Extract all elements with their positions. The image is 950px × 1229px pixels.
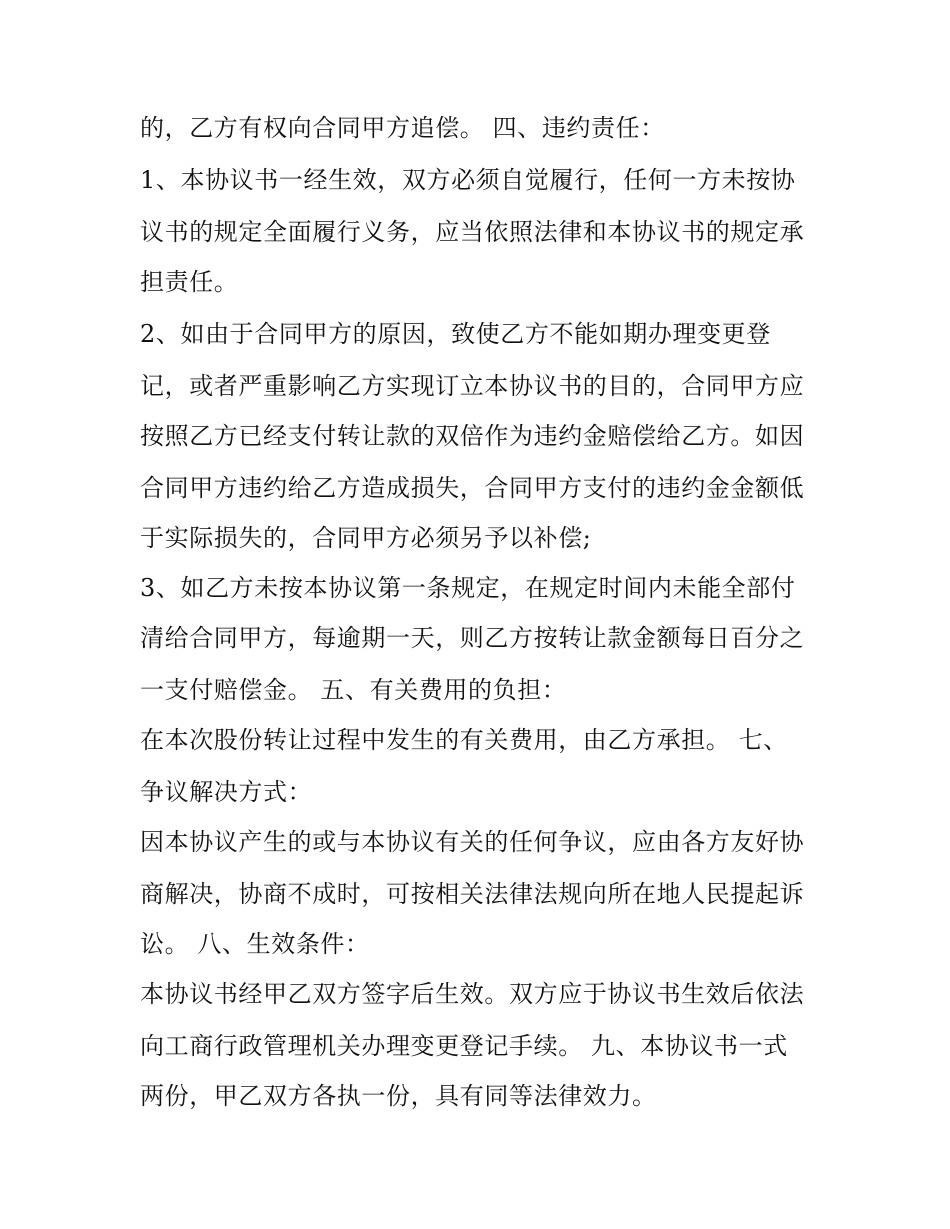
text-line: 于实际损失的，合同甲方必须另予以补偿; bbox=[140, 524, 592, 552]
text-line: 向工商行政管理机关办理变更登记手续。 九、本协议书一式 bbox=[140, 1032, 788, 1060]
text-line: 议书的规定全面履行义务，应当依照法律和本协议书的规定承 bbox=[140, 218, 805, 246]
text-line: 1、本协议书一经生效，双方必须自觉履行，任何一方未按协 bbox=[140, 166, 796, 194]
text-line: 2、如由于合同甲方的原因，致使乙方不能如期办理变更登 bbox=[140, 320, 771, 348]
text-line: 争议解决方式： bbox=[140, 778, 313, 806]
text-line: 3、如乙方未按本协议第一条规定，在规定时间内未能全部付 bbox=[140, 574, 796, 602]
text-line: 因本协议产生的或与本协议有关的任何争议，应由各方友好协 bbox=[140, 828, 805, 856]
text-line: 清给合同甲方，每逾期一天，则乙方按转让款金额每日百分之 bbox=[140, 624, 805, 652]
text-line: 两份，甲乙双方各执一份，具有同等法律效力。 bbox=[140, 1082, 657, 1110]
text-line: 在本次股份转让过程中发生的有关费用，由乙方承担。 七、 bbox=[140, 726, 788, 754]
text-line: 按照乙方已经支付转让款的双倍作为违约金赔偿给乙方。如因 bbox=[140, 422, 805, 450]
text-line: 担责任。 bbox=[140, 268, 239, 296]
text-line: 商解决，协商不成时，可按相关法律法规向所在地人民提起诉 bbox=[140, 880, 805, 908]
text-line: 讼。 八、生效条件： bbox=[140, 930, 370, 958]
text-line: 一支付赔偿金。 五、有关费用的负担： bbox=[140, 676, 567, 704]
text-line: 合同甲方违约给乙方造成损失，合同甲方支付的违约金金额低 bbox=[140, 474, 805, 502]
text-line: 本协议书经甲乙双方签字后生效。双方应于协议书生效后依法 bbox=[140, 980, 805, 1008]
text-line: 记，或者严重影响乙方实现订立本协议书的目的，合同甲方应 bbox=[140, 372, 805, 400]
text-line: 的，乙方有权向合同甲方追偿。 四、违约责任： bbox=[140, 114, 665, 142]
